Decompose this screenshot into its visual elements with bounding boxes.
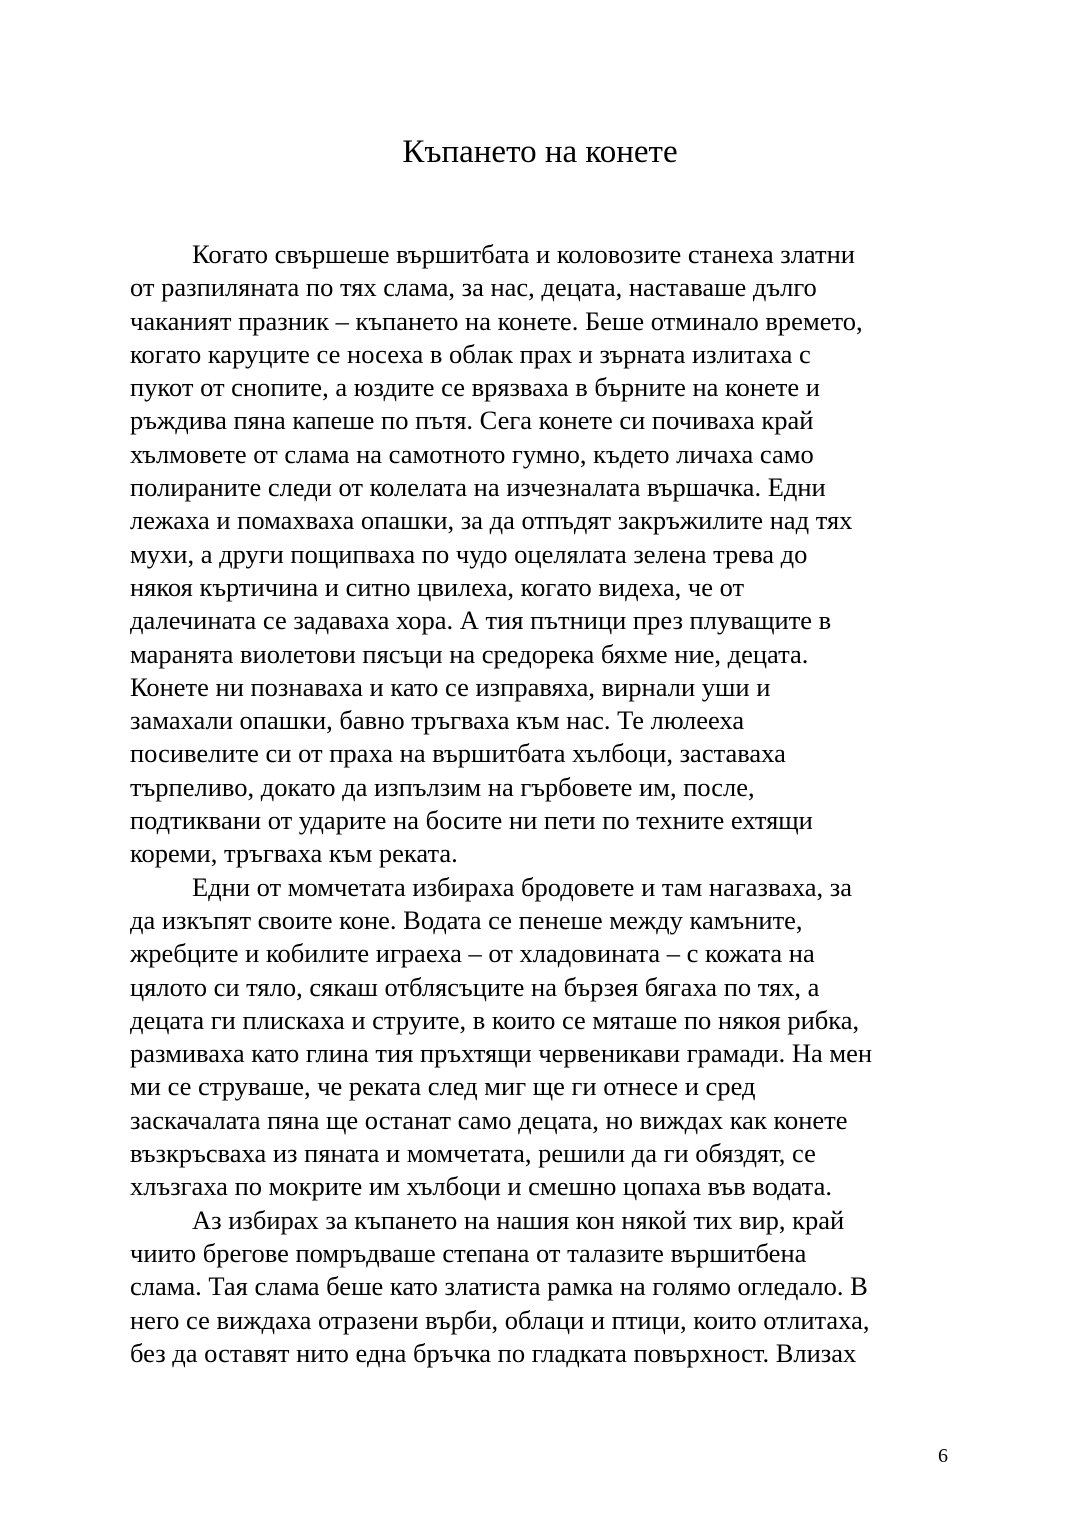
text-line: замахали опашки, бавно тръгваха към нас. Те люлееха [130, 705, 745, 736]
text-line: хлъзгаха по мокрите им хълбоци и смешно цопаха във водата. [130, 1171, 832, 1202]
text-line: ми се струваше, че реката след миг ще ги отнесе и сред [130, 1071, 756, 1102]
text-line: жребците и кобилите играеха – от хладовината – с кожата на [130, 938, 815, 969]
paragraph [130, 871, 960, 1204]
text-line: търпеливо, докато да изпълзим на гърбовете им, после, [130, 771, 755, 802]
text-line: чаканият празник – къпането на конете. Беше отминало времето, [130, 305, 863, 336]
page-number: 6 [938, 1445, 948, 1467]
text-line: Аз избирах за къпането на нашия кон някой тих вир, край [192, 1204, 845, 1235]
text-line: маранята виолетови пясъци на средорека бяхме ние, децата. [130, 638, 809, 669]
text-line: подтиквани от ударите на босите ни пети по техните ехтящи [130, 805, 813, 836]
page-title: Къпането на конете [402, 134, 678, 170]
text-line: кореми, тръгваха към реката. [130, 838, 458, 869]
text-line: хълмовете от слама на самотното гумно, където личаха само [130, 438, 814, 469]
text-line: чиито брегове помръдваше степана от талазите вършитбена [130, 1237, 807, 1268]
text-line: пукот от снопите, а юздите се врязваха в бърните на конете и [130, 372, 820, 403]
text-line: без да оставят нито една бръчка по гладката повърхност. Влизах [130, 1337, 857, 1368]
text-line: да изкъпят своите коне. Водата се пенеше между камъните, [130, 904, 803, 935]
text-line: заскачалата пяна ще останат само децата, но виждах как конете [130, 1104, 848, 1135]
text-line: когато каруците се носеха в облак прах и зърната излитаха с [130, 338, 811, 369]
text-line: ръждива пяна капеше по пътя. Сега конете си почиваха край [130, 405, 814, 436]
text-line: посивелите си от праха на вършитбата хълбоци, заставаха [130, 738, 786, 769]
text-line: далечината се задаваха хора. А тия пътници през плуващите в [130, 605, 832, 636]
text-line: Конете ни познаваха и като се изправяха, вирнали уши и [130, 671, 771, 702]
text-line: възкръсваха из пяната и момчетата, решили да ги обяздят, се [130, 1138, 816, 1169]
text-line: мухи, а други пощипваха по чудо оцелялата зелена трева до [130, 538, 808, 569]
text-line: лежаха и помахваха опашки, за да отпъдят закръжилите над тях [130, 505, 853, 536]
text-line: слама. Тая слама беше като златиста рамка на голямо огледало. В [130, 1271, 868, 1302]
text-line: цялото си тяло, сякаш отблясъците на бързея бягаха по тях, а [130, 971, 820, 1002]
text-line: полираните следи от колелата на изчезналата вършачка. Едни [130, 472, 826, 503]
text-line: от разпиляната по тях слама, за нас, децата, наставаше дълго [130, 272, 817, 303]
text-line: Едни от момчетата избираха бродовете и там нагазваха, за [192, 871, 853, 902]
body-text [130, 238, 960, 1370]
text-line: някоя къртичина и ситно цвилеха, когато видеха, че от [130, 571, 745, 602]
text-line: Когато свършеше вършитбата и коловозите станеха златни [192, 239, 855, 269]
paragraph [130, 1204, 960, 1370]
paragraph [130, 238, 960, 871]
text-line: децата ги плискаха и струите, в които се мяташе по някоя рибка, [130, 1004, 860, 1035]
text-line: него се виждаха отразени върби, облаци и птици, които отлитаха, [130, 1304, 870, 1335]
text-line: размиваха като глина тия пръхтящи червеникави грамади. На мен [130, 1038, 873, 1069]
